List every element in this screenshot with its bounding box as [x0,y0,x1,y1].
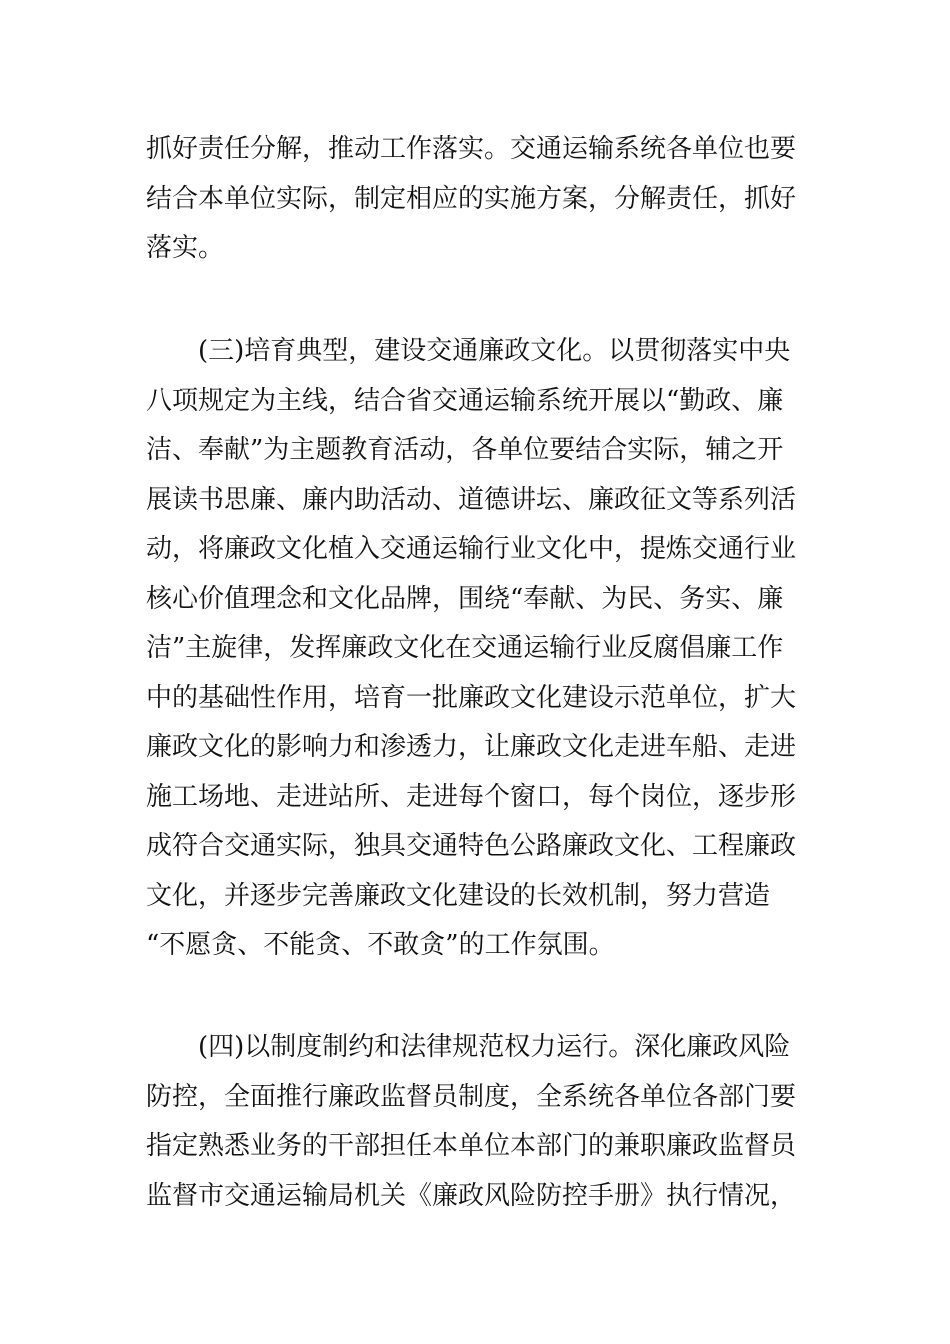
text-line: 施工场地、走进站所、走进每个窗口，每个岗位，逐步形 [146,781,797,812]
text-line: 落实。 [146,233,225,263]
text-line: 展读书思廉、廉内助活动、道德讲坛、廉政征文等系列活 [146,484,797,515]
text-line: 成符合交通实际，独具交通特色公路廉政文化、工程廉政 [146,831,797,861]
text-line: 洁”主旋律，发挥廉政文化在交通运输行业反腐倡廉工作 [146,633,784,663]
paragraph-section-four [146,1023,808,1221]
text-line: “不愿贪、不能贪、不敢贪”的工作氛围。 [146,930,615,960]
text-line: 洁、奉献”为主题教育活动，各单位要结合实际，辅之开 [146,435,784,465]
text-line: 中的基础性作用，培育一批廉政文化建设示范单位，扩大 [146,682,797,713]
text-line: 抓好责任分解，推动工作落实。交通运输系统各单位也要 [146,134,797,164]
text-line: (三)培育典型，建设交通廉政文化。以贯彻落实中央 [146,336,791,366]
text-line: 廉政文化的影响力和渗透力，让廉政文化走进车船、走进 [146,732,797,762]
paragraph-responsibility [146,125,808,274]
text-line: 核心价值理念和文化品牌，围绕“奉献、为民、务实、廉 [146,583,784,614]
text-line: 指定熟悉业务的干部担任本单位本部门的兼职廉政监督员 [146,1131,797,1161]
text-line: (四)以制度制约和法律规范权力运行。深化廉政风险 [146,1032,791,1062]
text-line: 防控，全面推行廉政监督员制度，全系统各单位各部门要 [146,1081,797,1112]
paragraph-section-three [146,327,808,971]
text-line: 文化，并逐步完善廉政文化建设的长效机制，努力营造 [146,880,771,911]
text-line: 八项规定为主线，结合省交通运输系统开展以“勤政、廉 [146,385,784,416]
text-line: 结合本单位实际，制定相应的实施方案，分解责任，抓好 [146,183,797,214]
text-line: 动，将廉政文化植入交通运输行业文化中，提炼交通行业 [146,534,797,564]
text-line: 监督市交通运输局机关《廉政风险防控手册》执行情况， [146,1180,797,1211]
